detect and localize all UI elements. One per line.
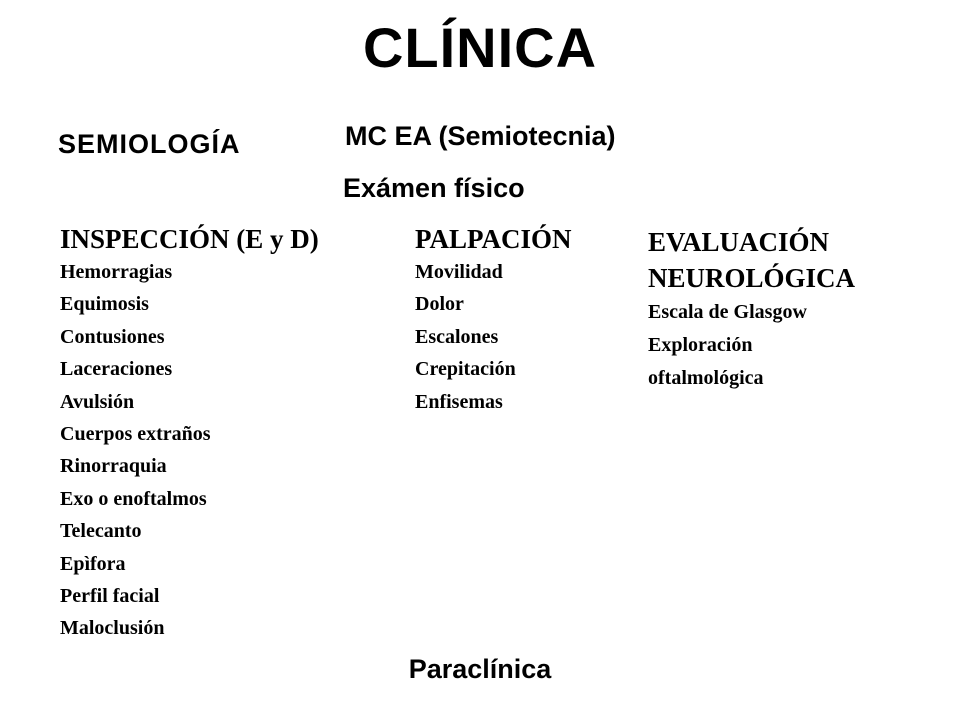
mc-ea-label: MC EA (Semiotecnia) xyxy=(345,121,616,151)
neurologica-heading-line1: EVALUACIÓN xyxy=(648,227,830,257)
palpacion-list xyxy=(415,256,572,418)
list-item: Dolor xyxy=(415,293,464,316)
list-item: oftalmológica xyxy=(648,367,764,389)
list-item: Exo o enoftalmos xyxy=(60,487,207,510)
evaluacion-neurologica-column xyxy=(648,224,948,395)
list-item: Escala de Glasgow xyxy=(648,301,807,323)
neurologica-heading-line2: NEUROLÓGICA xyxy=(648,263,856,293)
list-item: Cuerpos extraños xyxy=(60,423,211,446)
list-item: Perfil facial xyxy=(60,585,160,608)
page-title: CLÍNICA xyxy=(362,16,598,79)
inspeccion-list xyxy=(60,256,319,645)
inspeccion-heading: INSPECCIÓN (E y D) xyxy=(60,224,319,254)
list-item: Maloclusión xyxy=(60,617,165,640)
list-item: Exploración xyxy=(648,334,753,356)
paraclinica-label: Paraclínica xyxy=(408,654,552,684)
examen-fisico-label: Exámen físico xyxy=(343,173,525,203)
list-item: Telecanto xyxy=(60,520,142,543)
neurologica-list xyxy=(648,296,948,395)
list-item: Movilidad xyxy=(415,261,503,283)
inspeccion-column xyxy=(60,222,319,645)
semiologia-label: SEMIOLOGÍA xyxy=(58,129,241,159)
list-item: Contusiones xyxy=(60,325,165,348)
palpacion-column xyxy=(415,222,572,418)
list-item: Equimosis xyxy=(60,293,149,316)
list-item: Enfisemas xyxy=(415,390,503,413)
list-item: Hemorragias xyxy=(60,261,173,283)
palpacion-heading: PALPACIÓN xyxy=(415,224,572,254)
list-item: Avulsión xyxy=(60,390,135,413)
list-item: Epìfora xyxy=(60,552,126,575)
list-item: Laceraciones xyxy=(60,358,173,381)
list-item: Escalones xyxy=(415,325,499,348)
list-item: Crepitación xyxy=(415,358,516,381)
list-item: Rinorraquia xyxy=(60,455,167,478)
